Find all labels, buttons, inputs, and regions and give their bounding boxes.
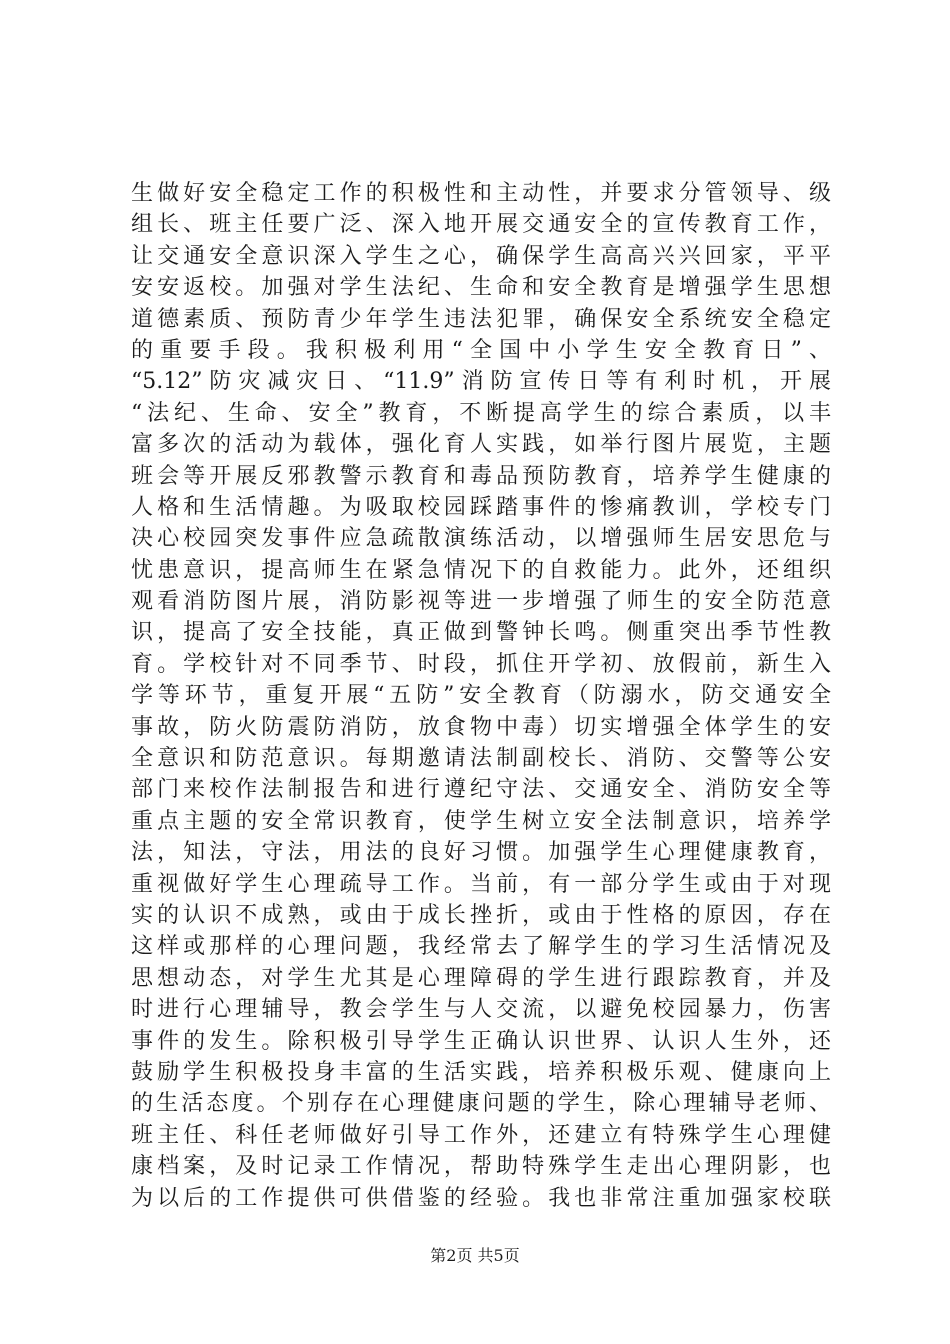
text-line: 组长、班主任要广泛、深入地开展交通安全的宣传教育工作， [131, 212, 831, 238]
text-line: 法，知法，守法，用法的良好习惯。加强学生心理健康教育， [131, 840, 831, 866]
text-line: 班会等开展反邪教警示教育和毒品预防教育，培养学生健康的 [131, 463, 831, 489]
text-line: 康档案，及时记录工作情况，帮助特殊学生走出心理阴影，也 [131, 1154, 831, 1180]
text-line: 部门来校作法制报告和进行遵纪守法、交通安全、消防安全等 [131, 777, 831, 803]
text-line: 实的认识不成熟，或由于成长挫折，或由于性格的原因，存在 [131, 902, 831, 928]
text-line: “法纪、生命、安全”教育，不断提高学生的综合素质，以丰 [131, 400, 831, 426]
text-line: 决心校园突发事件应急疏散演练活动，以增强师生居安思危与 [131, 526, 831, 552]
text-line: 事故，防火防震防消防，放食物中毒）切实增强全体学生的安 [131, 714, 831, 740]
text-line: 观看消防图片展，消防影视等进一步增强了师生的安全防范意 [131, 589, 831, 615]
text-line: 重视做好学生心理疏导工作。当前，有一部分学生或由于对现 [131, 871, 831, 897]
page-footer: 第2页 共5页 [430, 1246, 520, 1265]
text-line: 学等环节，重复开展“五防”安全教育（防溺水，防交通安全 [131, 683, 831, 709]
text-line: 富多次的活动为载体，强化育人实践，如举行图片展览，主题 [131, 432, 831, 458]
text-line: 生做好安全稳定工作的积极性和主动性，并要求分管领导、级 [131, 181, 831, 206]
text-line: “5.12”防灾减灾日、“11.9”消防宣传日等有利时机，开展 [131, 369, 831, 395]
body-text [131, 178, 831, 1214]
text-line: 安安返校。加强对学生法纪、生命和安全教育是增强学生思想 [131, 275, 831, 301]
text-line: 育。学校针对不同季节、时段，抓住开学初、放假前，新生入 [131, 651, 831, 677]
text-line: 鼓励学生积极投身丰富的生活实践，培养积极乐观、健康向上 [131, 1059, 831, 1085]
text-line: 识，提高了安全技能，真正做到警钟长鸣。侧重突出季节性教 [131, 620, 831, 646]
text-line: 的重要手段。我积极利用“全国中小学生安全教育日”、 [131, 337, 831, 363]
text-line: 忧患意识，提高师生在紧急情况下的自救能力。此外，还组织 [131, 557, 831, 583]
text-line: 班主任、科任老师做好引导工作外，还建立有特殊学生心理健 [131, 1122, 831, 1148]
text-line: 为以后的工作提供可供借鉴的经验。我也非常注重加强家校联 [131, 1185, 831, 1211]
text-line: 这样或那样的心理问题，我经常去了解学生的学习生活情况及 [131, 934, 831, 960]
text-line: 人格和生活情趣。为吸取校园踩踏事件的惨痛教训，学校专门 [131, 494, 831, 520]
text-line: 事件的发生。除积极引导学生正确认识世界、认识人生外，还 [131, 1028, 831, 1054]
text-line: 思想动态，对学生尤其是心理障碍的学生进行跟踪教育，并及 [131, 965, 831, 991]
text-line: 道德素质、预防青少年学生违法犯罪，确保安全系统安全稳定 [131, 306, 831, 332]
text-line: 的生活态度。个别存在心理健康问题的学生，除心理辅导老师、 [131, 1091, 831, 1117]
text-line: 时进行心理辅导，教会学生与人交流，以避免校园暴力，伤害 [131, 997, 831, 1023]
text-line: 让交通安全意识深入学生之心，确保学生高高兴兴回家，平平 [131, 243, 831, 269]
text-line: 重点主题的安全常识教育，使学生树立安全法制意识，培养学 [131, 808, 831, 834]
text-line: 全意识和防范意识。每期邀请法制副校长、消防、交警等公安 [131, 746, 831, 772]
